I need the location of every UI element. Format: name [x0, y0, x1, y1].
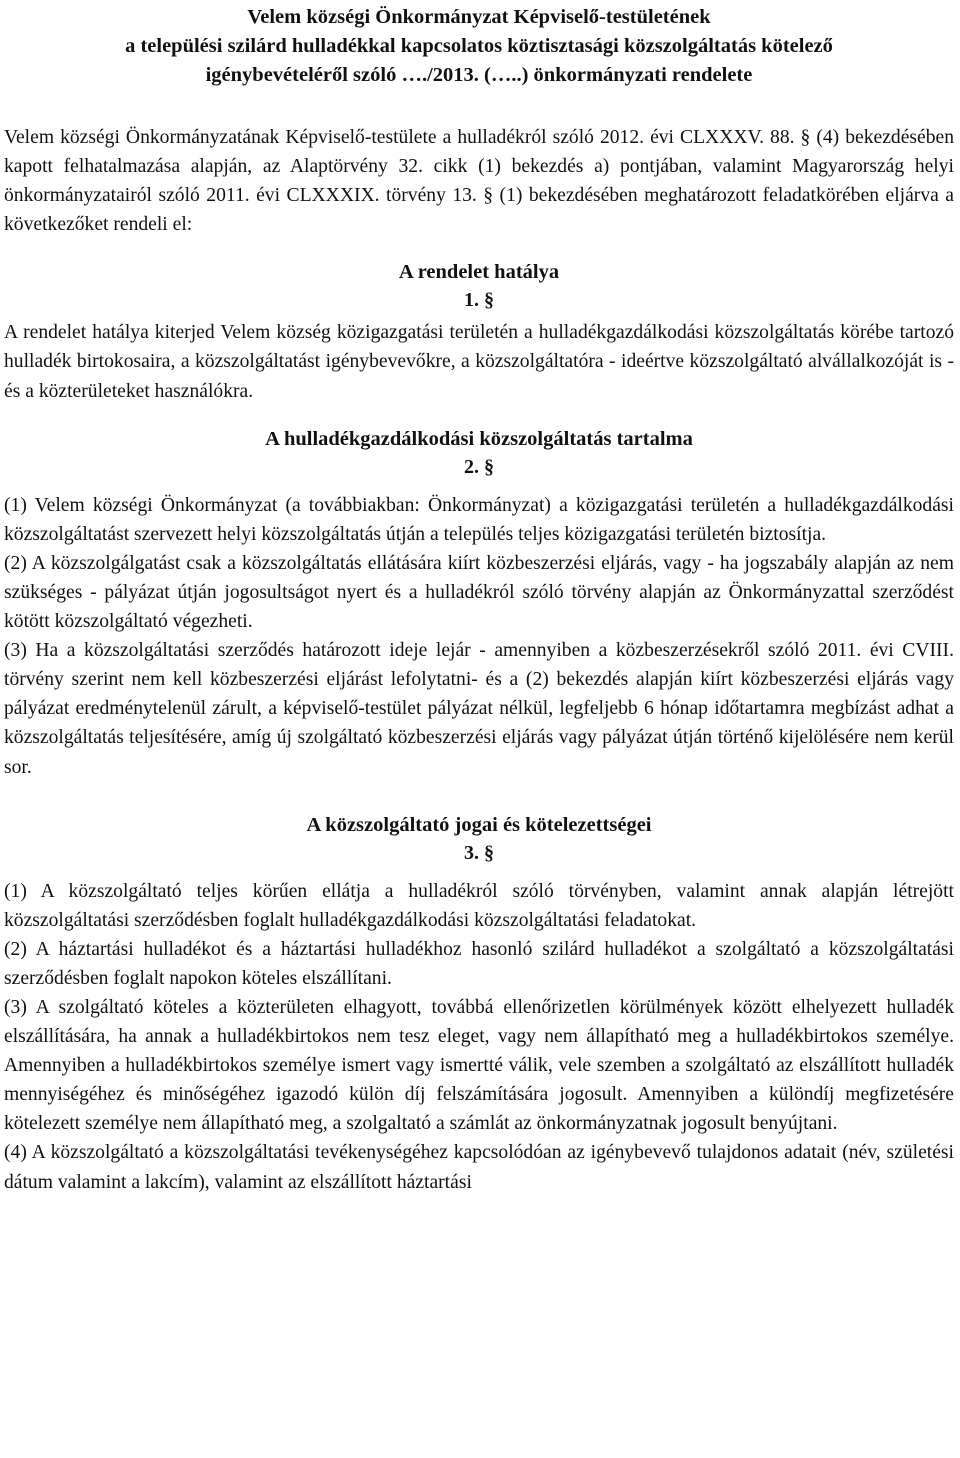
- title-line-2: a települési szilárd hulladékkal kapcsolatos köztisztasági közszolgáltatás kötelező: [125, 35, 833, 57]
- document-title: [4, 3, 954, 90]
- section-2: [4, 425, 954, 782]
- title-line-3: igénybevételéről szóló …./2013. (…..) önkormányzati rendelete: [205, 64, 753, 86]
- section-3: [4, 811, 954, 1197]
- section-number: 3. §: [464, 841, 494, 864]
- section-heading: A rendelet hatálya: [398, 261, 560, 284]
- section-paragraph: (3) Ha a közszolgáltatási szerződés határozott ideje lejár - amennyiben a közbeszerzésekről szóló 2011. évi CVIII. törvény szerint nem kell közbeszerzési eljárást lefolytatni- és a (2) bekezdés alapján kiírt közbeszerzési eljárás vagy pályázat eredménytelenül zárult, a képviselő-testület pályázat nélkül, legfeljebb 6 hónap időtartamra megbízást adhat a közszolgáltatás teljesítésére, amíg új szolgáltató közbeszerzési eljárás vagy pályázat útján történő kijelölésére nem kerül sor.: [4, 640, 954, 778]
- section-paragraph: (1) Velem községi Önkormányzat (a továbbiakban: Önkormányzat) a közigazgatási területén a hulladékgazdálkodási közszolgáltatást szervezett helyi közszolgáltatás útján a település teljes közigazgatási területén biztosítja.: [4, 494, 954, 545]
- section-paragraph: (3) A szolgáltató köteles a közterületen elhagyott, továbbá ellenőrizetlen körülmények között elhelyezett hulladék elszállítására, ha annak a hulladékbirtokos nem tesz eleget, vagy nem állapítható meg a hulladékbirtokos személye. Amennyiben a hulladékbirtokos személye ismert vagy ismertté válik, vele szemben a szolgáltató az elszállított hulladék mennyiségéhez és minőségéhez igazodó külön díj felszámítására jogosult. Amennyiben a különdíj megfizetésére kötelezett személye nem állapítható meg, a szolgaltató a számlát az önkormányzatnak jogosult benyújtani.: [4, 996, 954, 1135]
- section-paragraph: A rendelet hatálya kiterjed Velem község közigazgatási területén a hulladékgazdálkodási közszolgáltatás körébe tartozó hulladék birtokosaira, a közszolgáltatást igénybevevőkre, a közszolgáltatóra - ideértve közszolgáltató alvállalkozóját is - és a közterületeket használókra.: [4, 322, 954, 402]
- section-paragraph: (2) A háztartási hulladékot és a háztartási hulladékhoz hasonló szilárd hulladékot a szolgáltató a közszolgáltatási szerződésben foglalt napokon köteles elszállítani.: [4, 938, 954, 989]
- section-paragraph: (4) A közszolgáltató a közszolgáltatási tevékenységéhez kapcsolódóan az igénybevevő tulajdonos adatait (név, születési dátum valamint a lakcím), valamint az elszállított háztartási: [4, 1142, 954, 1193]
- section-number: 2. §: [464, 455, 494, 478]
- section-heading: A közszolgáltató jogai és kötelezettségei: [306, 813, 652, 836]
- section-paragraph: (1) A közszolgáltató teljes körűen ellátja a hulladékról szóló törvényben, valamint annak alapján létrejött közszolgáltatási szerződésben foglalt hulladékgazdálkodási közszolgáltatási feladatokat.: [4, 880, 954, 931]
- preamble-paragraph: Velem községi Önkormányzatának Képviselő-testülete a hulladékról szóló 2012. évi CLXXXV. 88. § (4) bekezdésében kapott felhatalmazása alapján, az Alaptörvény 32. cikk (1) bekezdés a) pontjában, valamint Magyarország helyi önkormányzatairól szóló 2011. évi CLXXXIX. törvény 13. § (1) bekezdésében meghatározott feladatkörében eljárva a következőket rendeli el:: [4, 127, 954, 236]
- section-1: [4, 258, 954, 405]
- section-number: 1. §: [464, 289, 494, 312]
- section-paragraph: (2) A közszolgálgatást csak a közszolgáltatás ellátására kiírt közbeszerzési eljárás, vagy - ha jogszabály alapján az nem szükséges - pályázat útján jogosultságot nyert és a hulladékról szóló törvény alapján az Önkormányzattal szerződést kötött közszolgáltató végezheti.: [4, 552, 954, 633]
- title-line-1: Velem községi Önkormányzat Képviselő-testületének: [247, 6, 711, 28]
- section-heading: A hulladékgazdálkodási közszolgáltatás tartalma: [265, 427, 693, 450]
